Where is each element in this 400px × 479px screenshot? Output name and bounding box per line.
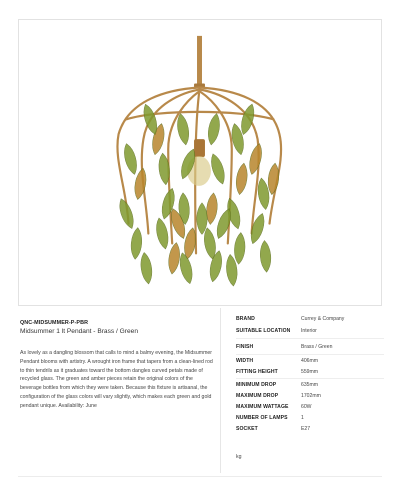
lamp-socket bbox=[194, 139, 205, 157]
spec-divider bbox=[236, 338, 384, 339]
glass-petal bbox=[130, 227, 143, 260]
spec-row-finish bbox=[236, 344, 386, 354]
spec-value: 1 bbox=[301, 415, 304, 421]
product-name: Midsummer 1 lt Pendant - Brass / Green bbox=[20, 328, 138, 335]
spec-label: NUMBER OF LAMPS bbox=[236, 415, 288, 421]
spec-value: 1702mm bbox=[301, 393, 321, 399]
glass-petal bbox=[121, 142, 139, 175]
spec-value: 635mm bbox=[301, 382, 318, 388]
spec-row-max-wattage bbox=[236, 404, 386, 414]
spec-row-width bbox=[236, 358, 386, 368]
glass-petal bbox=[234, 162, 249, 195]
glass-petal bbox=[247, 142, 265, 175]
bottom-divider bbox=[18, 476, 382, 477]
product-sku: QNC-MIDSUMMER-P-PBR bbox=[20, 320, 89, 326]
product-image bbox=[18, 19, 382, 306]
spec-row-brand bbox=[236, 316, 386, 326]
glass-petal bbox=[154, 217, 171, 250]
spec-divider bbox=[236, 378, 384, 379]
product-description: As lovely as a dangling blossom that calls to mind a balmy evening, the Midsummer Pendant blooms with artistry. A wrought iron frame that tapers from a clean-lined rod to thin tendrils as it graduates toward the bottom dangles curved petals made of recycled glass. The green and amber pieces retain the original colors of the beverage bottles from which they were taken. Because this fixture is artisanal, the configuration of the glass colors will vary slightly, which makes each green and gold pendant unique. Availability: June bbox=[20, 350, 213, 409]
glass-petal bbox=[206, 113, 222, 146]
spec-label: WIDTH bbox=[236, 358, 254, 364]
spec-divider bbox=[236, 354, 384, 355]
spec-row-max-drop bbox=[236, 393, 386, 403]
spec-row-num-lamps bbox=[236, 415, 386, 425]
spec-value: Interior bbox=[301, 328, 317, 334]
glass-petal bbox=[238, 103, 257, 136]
spec-label: MAXIMUM WATTAGE bbox=[236, 404, 289, 410]
spec-label: FINISH bbox=[236, 344, 254, 350]
spec-label: MINIMUM DROP bbox=[236, 382, 277, 388]
product-info bbox=[20, 320, 215, 411]
spec-label: BRAND bbox=[236, 316, 255, 322]
spec-label: SUITABLE LOCATION bbox=[236, 328, 291, 334]
glass-petal bbox=[208, 152, 228, 185]
glass-petal bbox=[139, 252, 154, 285]
spec-value: 406mm bbox=[301, 358, 318, 364]
glass-petal bbox=[267, 163, 281, 196]
glass-petal bbox=[259, 240, 272, 272]
glass-petal bbox=[175, 113, 191, 146]
spec-row-socket bbox=[236, 426, 386, 436]
glass-petal bbox=[233, 232, 246, 264]
spec-value: E27 bbox=[301, 426, 311, 432]
column-divider bbox=[220, 308, 221, 473]
spec-value: 60W bbox=[301, 404, 312, 410]
glass-petal bbox=[177, 252, 195, 285]
weight-unit: kg bbox=[236, 454, 242, 460]
spec-label: MAXIMUM DROP bbox=[236, 393, 279, 399]
glass-petal bbox=[197, 203, 207, 235]
pendant-illustration bbox=[19, 20, 381, 305]
pendant-rod bbox=[197, 36, 202, 86]
spec-value: Currey & Company bbox=[301, 316, 345, 322]
spec-row-location bbox=[236, 328, 386, 338]
glass-petal bbox=[167, 242, 182, 275]
spec-label: SOCKET bbox=[236, 426, 258, 432]
spec-value: Brass / Green bbox=[301, 344, 333, 350]
spec-label: FITTING HEIGHT bbox=[236, 369, 278, 375]
spec-value: 559mm bbox=[301, 369, 318, 375]
spec-row-min-drop bbox=[236, 382, 386, 392]
